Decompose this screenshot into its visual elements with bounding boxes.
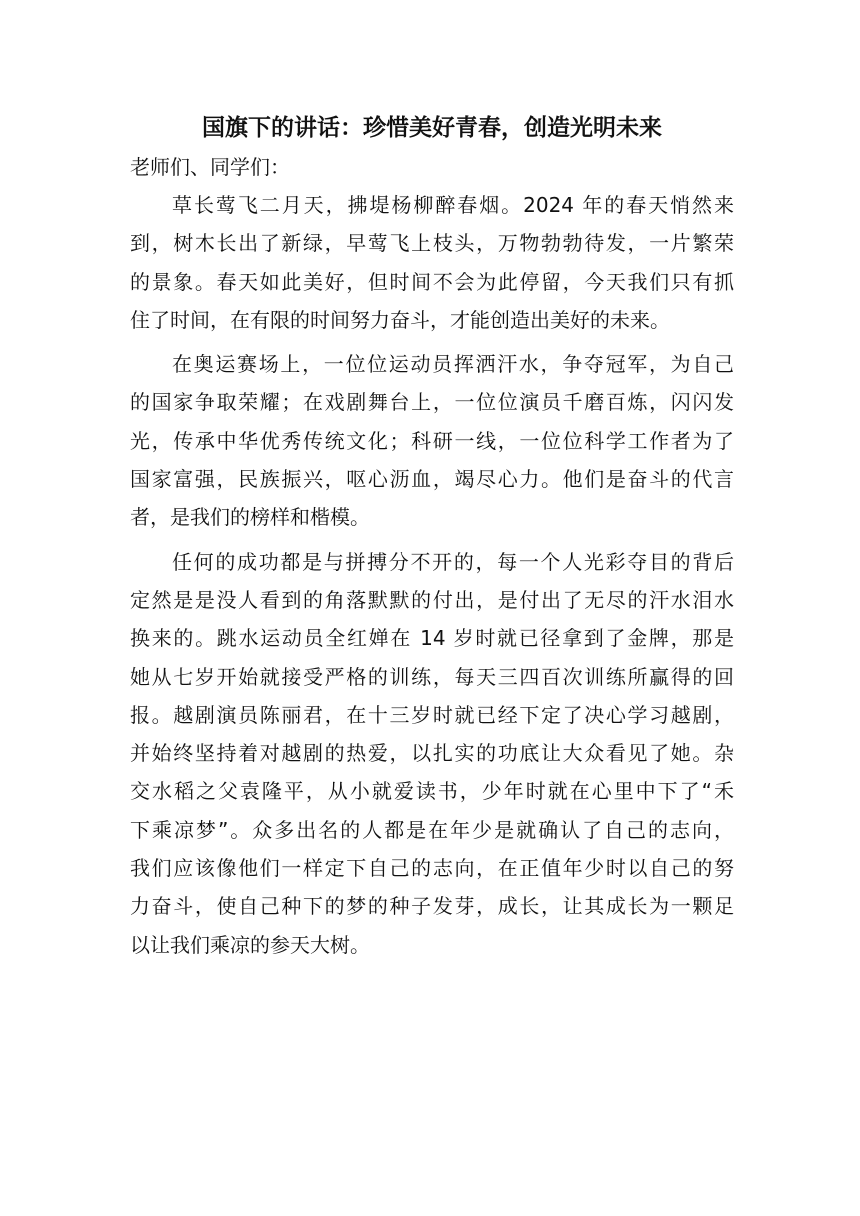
paragraph-line: 草长莺飞二月天，拂堤杨柳醉春烟。2024 年的春天悄然来	[172, 193, 734, 217]
paragraph-line: 报。越剧演员陈丽君，在十三岁时就已经下定了决心学习越剧，	[130, 702, 734, 727]
paragraph-line: 任何的成功都是与拼搏分不开的，每一个人光彩夺目的背后	[172, 549, 734, 574]
paragraph-line: 到，树木长出了新绿，早莺飞上枝头，万物勃勃待发，一片繁荣	[130, 231, 734, 256]
paragraph-line: 以让我们乘凉的参天大树。	[130, 932, 370, 957]
paragraph-line: 并始终坚持着对越剧的热爱，以扎实的功底让大众看见了她。杂	[130, 741, 734, 766]
document-title: 国旗下的讲话：珍惜美好青春，创造光明未来	[202, 115, 662, 141]
paragraph-line: 的景象。春天如此美好，但时间不会为此停留，今天我们只有抓	[130, 269, 734, 294]
paragraph-line: 换来的。跳水运动员全红婵在 14 岁时就已径拿到了金牌，那是	[130, 626, 734, 651]
paragraph-3	[130, 543, 734, 964]
paragraph-1	[130, 186, 734, 339]
paragraph-2	[130, 345, 734, 536]
paragraph-line: 她从七岁开始就接受严格的训练，每天三四百次训练所赢得的回	[130, 664, 734, 689]
paragraph-line: 者，是我们的榜样和楷模。	[130, 505, 370, 530]
paragraph-line: 在奥运赛场上，一位位运动员挥洒汗水，争夺冠军，为自己	[172, 352, 734, 377]
paragraph-line: 住了时间，在有限的时间努力奋斗，才能创造出美好的未来。	[130, 307, 670, 332]
paragraph-line: 力奋斗，使自己种下的梦的种子发芽，成长，让其成长为一颗足	[130, 894, 734, 919]
paragraph-line: 定然是是没人看到的角落默默的付出，是付出了无尽的汗水泪水	[130, 587, 734, 612]
paragraph-line: 光，传承中华优秀传统文化；科研一线，一位位科学工作者为了	[130, 428, 734, 453]
paragraph-line: 我们应该像他们一样定下自己的志向，在正值年少时以自己的努	[130, 856, 734, 881]
paragraph-line: 的国家争取荣耀；在戏剧舞台上，一位位演员千磨百炼，闪闪发	[130, 390, 734, 415]
paragraph-line: 下乘凉梦”。众多出名的人都是在年少是就确认了自己的志向，	[130, 817, 734, 842]
paragraph-line: 交水稻之父袁隆平，从小就爱读书，少年时就在心里中下了“禾	[130, 779, 734, 804]
salutation: 老师们、同学们：	[130, 155, 290, 179]
document-body	[130, 108, 734, 970]
paragraph-line: 国家富强，民族振兴，呕心沥血，竭尽心力。他们是奋斗的代言	[130, 467, 734, 492]
